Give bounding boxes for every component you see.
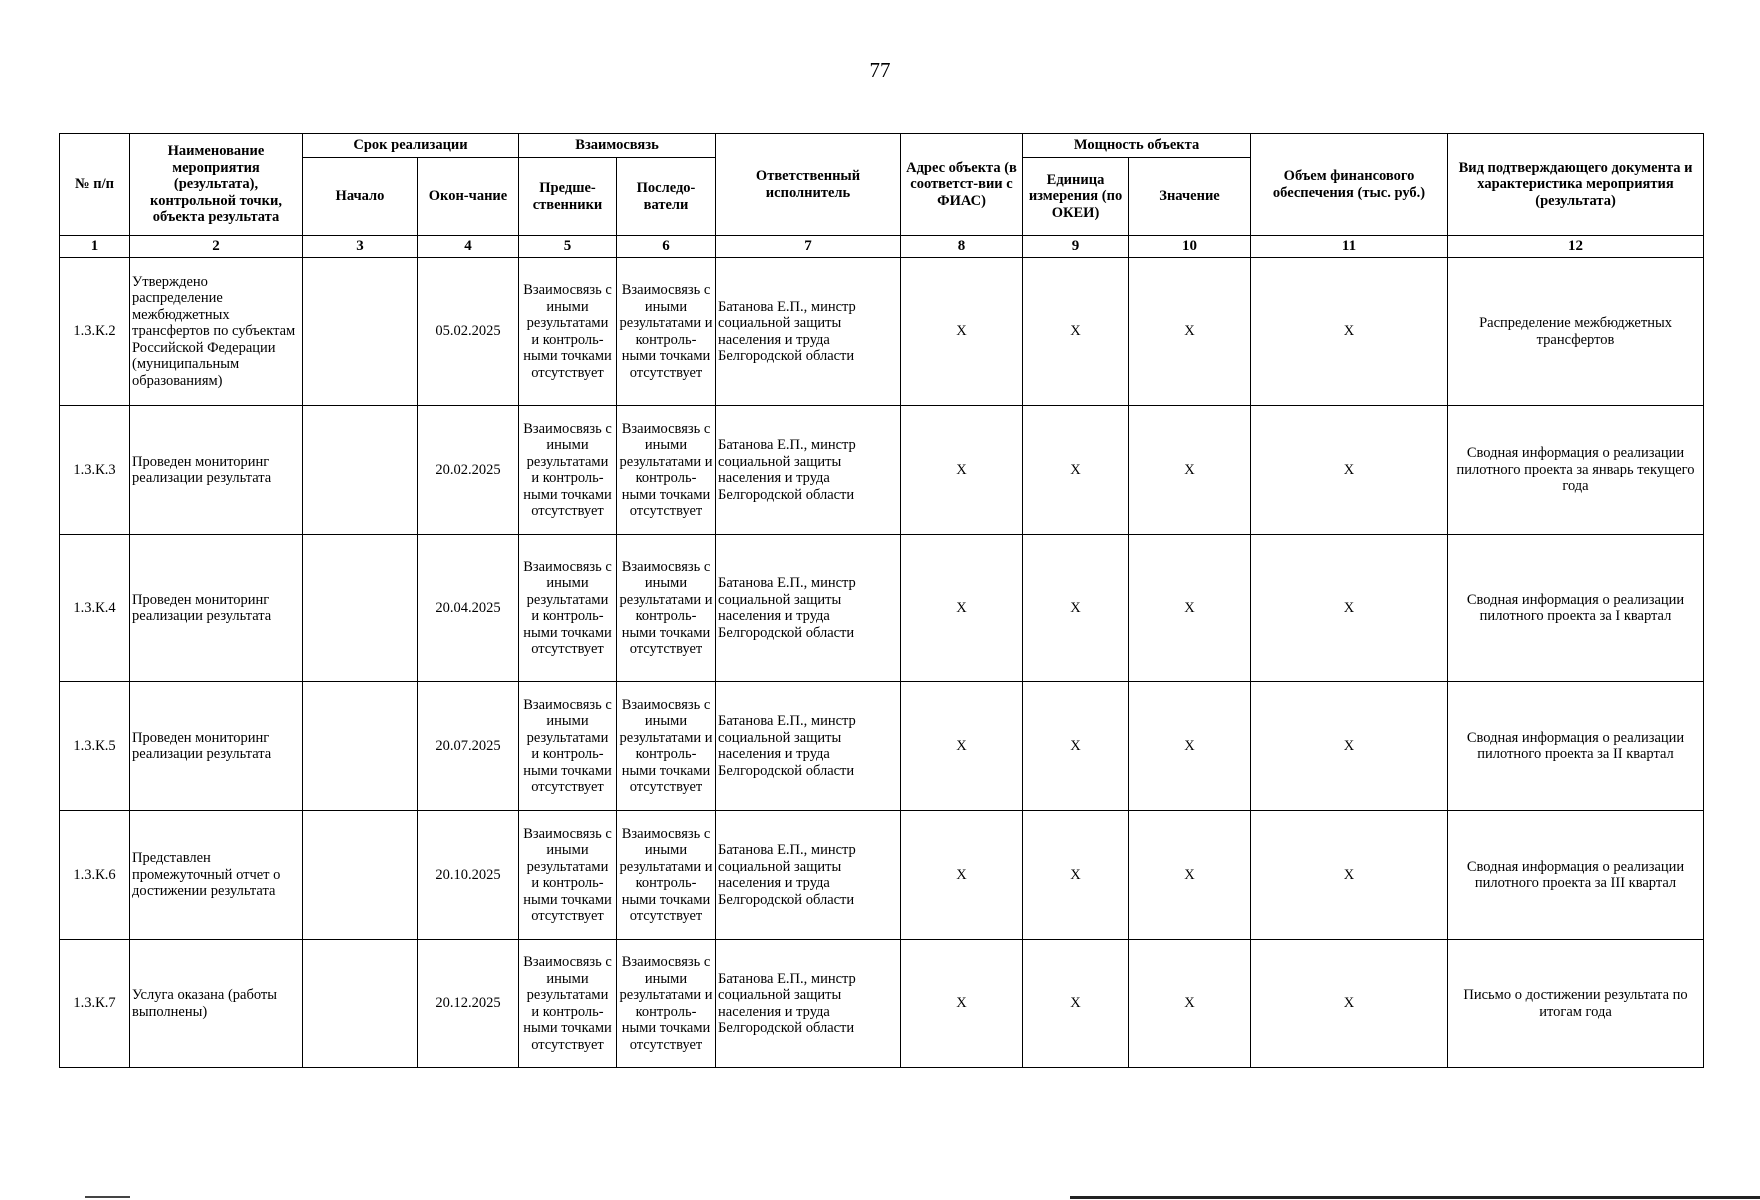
row-responsible: Батанова Е.П., минстр социальной защиты населения и труда Белгородской области [716,682,901,811]
row-unit: X [1023,406,1129,535]
header-responsible: Ответственный исполнитель [716,134,901,236]
row-finance: X [1251,682,1448,811]
header-address: Адрес объекта (в соответст-вии с ФИАС) [901,134,1023,236]
row-name: Услуга оказана (работы выполнены) [130,940,303,1068]
column-number: 2 [130,236,303,258]
row-end: 20.12.2025 [418,940,519,1068]
column-number: 3 [303,236,418,258]
table-row [60,682,1704,811]
column-number: 7 [716,236,901,258]
row-address: X [901,811,1023,940]
row-address: X [901,682,1023,811]
scan-edge-line [1070,1196,1760,1199]
row-address: X [901,406,1023,535]
row-value: X [1129,258,1251,406]
row-document: Сводная информация о реализации пилотного проекта за I квартал [1448,535,1704,682]
row-start [303,535,418,682]
row-document: Распределение межбюджетных трансфертов [1448,258,1704,406]
row-successors: Взаимосвязь с иными результатами и контроль-ными точками отсутствует [617,258,716,406]
table-row [60,258,1704,406]
column-number: 11 [1251,236,1448,258]
table-row [60,811,1704,940]
row-finance: X [1251,406,1448,535]
header-successors: Последо-ватели [617,158,716,236]
table-row [60,940,1704,1068]
row-responsible: Батанова Е.П., минстр социальной защиты населения и труда Белгородской области [716,811,901,940]
header-name: Наименование мероприятия (результата), контрольной точки, объекта результата [130,134,303,236]
row-num: 1.3.К.3 [60,406,130,535]
scan-edge-line [85,1196,130,1198]
row-predecessors: Взаимосвязь с иными результатами и контроль-ными точками отсутствует [519,535,617,682]
header-period: Срок реализации [303,134,519,158]
row-name: Проведен мониторинг реализации результата [130,406,303,535]
column-number: 10 [1129,236,1251,258]
row-predecessors: Взаимосвязь с иными результатами и контроль-ными точками отсутствует [519,258,617,406]
row-successors: Взаимосвязь с иными результатами и контроль-ными точками отсутствует [617,682,716,811]
header-predecessors: Предше-ственники [519,158,617,236]
header-finance: Объем финансового обеспечения (тыс. руб.) [1251,134,1448,236]
row-document: Сводная информация о реализации пилотного проекта за II квартал [1448,682,1704,811]
row-num: 1.3.К.4 [60,535,130,682]
plan-table [59,133,1704,1068]
row-document: Сводная информация о реализации пилотного проекта за III квартал [1448,811,1704,940]
row-unit: X [1023,811,1129,940]
header-capacity: Мощность объекта [1023,134,1251,158]
row-name: Проведен мониторинг реализации результата [130,682,303,811]
table-row [60,535,1704,682]
row-value: X [1129,682,1251,811]
row-num: 1.3.К.6 [60,811,130,940]
row-predecessors: Взаимосвязь с иными результатами и контроль-ными точками отсутствует [519,682,617,811]
row-successors: Взаимосвязь с иными результатами и контроль-ными точками отсутствует [617,940,716,1068]
row-start [303,406,418,535]
header-unit: Единица измерения (по ОКЕИ) [1023,158,1129,236]
header-value: Значение [1129,158,1251,236]
table-body [60,258,1704,1068]
column-number: 5 [519,236,617,258]
row-end: 20.07.2025 [418,682,519,811]
row-end: 05.02.2025 [418,258,519,406]
header-num: № п/п [60,134,130,236]
row-document: Сводная информация о реализации пилотного проекта за январь текущего года [1448,406,1704,535]
column-number: 12 [1448,236,1704,258]
row-end: 20.02.2025 [418,406,519,535]
row-predecessors: Взаимосвязь с иными результатами и контроль-ными точками отсутствует [519,940,617,1068]
row-finance: X [1251,940,1448,1068]
column-number: 1 [60,236,130,258]
table-header [60,134,1704,258]
header-document: Вид подтверждающего документа и характеристика мероприятия (результата) [1448,134,1704,236]
row-name: Утверждено распределение межбюджетных трансфертов по субъектам Российской Федерации (муниципальным образованиям) [130,258,303,406]
column-number: 8 [901,236,1023,258]
row-name: Представлен промежуточный отчет о достижении результата [130,811,303,940]
row-start [303,940,418,1068]
row-num: 1.3.К.5 [60,682,130,811]
row-unit: X [1023,940,1129,1068]
row-start [303,811,418,940]
row-value: X [1129,940,1251,1068]
row-successors: Взаимосвязь с иными результатами и контроль-ными точками отсутствует [617,406,716,535]
row-start [303,682,418,811]
row-responsible: Батанова Е.П., минстр социальной защиты населения и труда Белгородской области [716,406,901,535]
table-row [60,406,1704,535]
row-unit: X [1023,682,1129,811]
row-successors: Взаимосвязь с иными результатами и контроль-ными точками отсутствует [617,811,716,940]
column-number: 4 [418,236,519,258]
row-responsible: Батанова Е.П., минстр социальной защиты населения и труда Белгородской области [716,940,901,1068]
column-number-row [60,236,1704,258]
row-predecessors: Взаимосвязь с иными результатами и контроль-ными точками отсутствует [519,811,617,940]
column-number: 9 [1023,236,1129,258]
row-value: X [1129,811,1251,940]
row-finance: X [1251,811,1448,940]
row-address: X [901,535,1023,682]
column-number: 6 [617,236,716,258]
row-document: Письмо о достижении результата по итогам года [1448,940,1704,1068]
row-finance: X [1251,535,1448,682]
row-name: Проведен мониторинг реализации результата [130,535,303,682]
row-value: X [1129,406,1251,535]
row-address: X [901,258,1023,406]
row-address: X [901,940,1023,1068]
row-responsible: Батанова Е.П., минстр социальной защиты населения и труда Белгородской области [716,258,901,406]
row-start [303,258,418,406]
row-end: 20.10.2025 [418,811,519,940]
header-start: Начало [303,158,418,236]
row-unit: X [1023,535,1129,682]
header-end: Окон-чание [418,158,519,236]
row-finance: X [1251,258,1448,406]
row-predecessors: Взаимосвязь с иными результатами и контроль-ными точками отсутствует [519,406,617,535]
row-unit: X [1023,258,1129,406]
row-num: 1.3.К.2 [60,258,130,406]
row-successors: Взаимосвязь с иными результатами и контроль-ными точками отсутствует [617,535,716,682]
row-end: 20.04.2025 [418,535,519,682]
row-responsible: Батанова Е.П., минстр социальной защиты населения и труда Белгородской области [716,535,901,682]
header-relation: Взаимосвязь [519,134,716,158]
row-value: X [1129,535,1251,682]
page-number: 77 [869,58,891,82]
row-num: 1.3.К.7 [60,940,130,1068]
